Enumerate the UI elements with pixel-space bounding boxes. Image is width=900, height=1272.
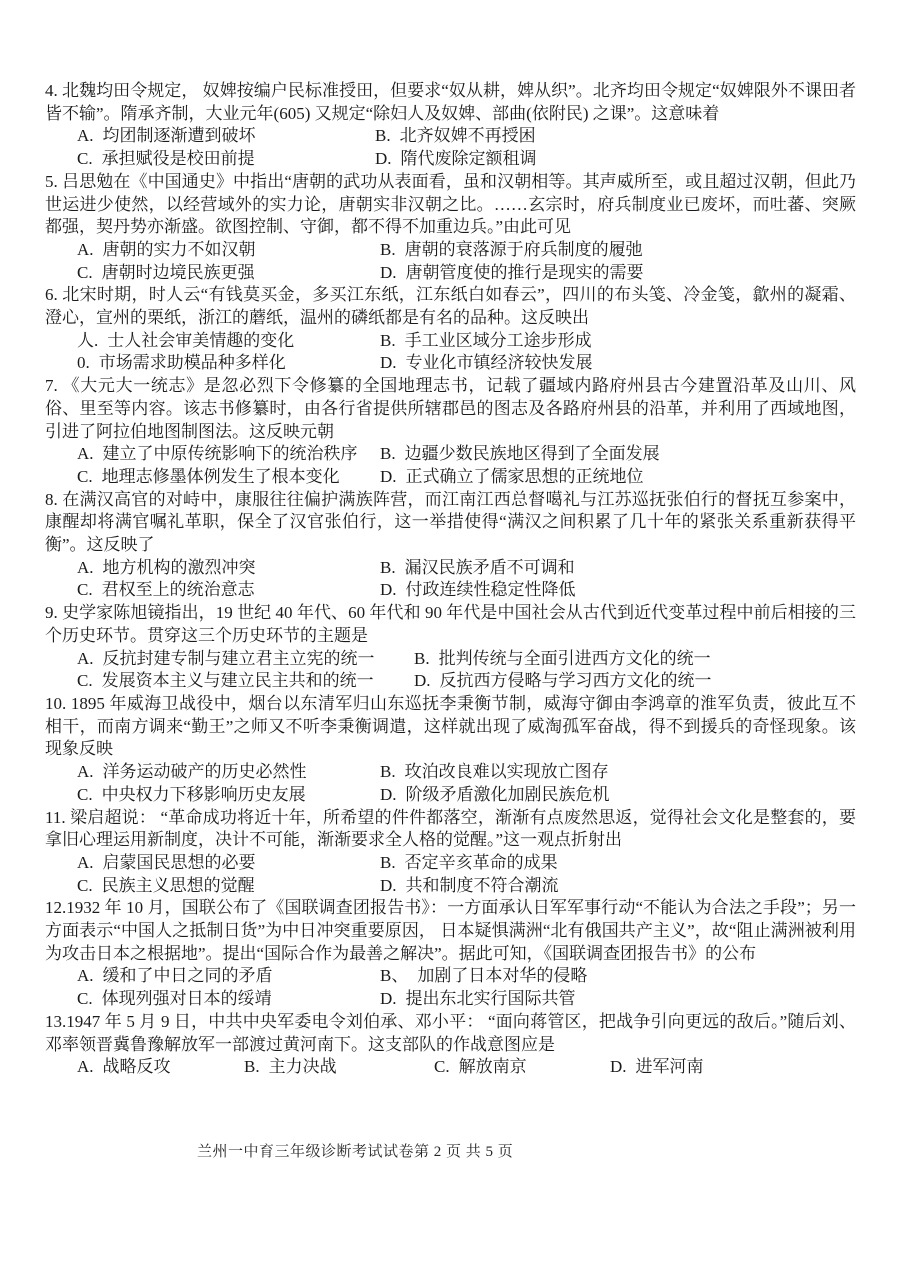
option [434, 1056, 610, 1079]
option-text: 反抗封建专制与建立君主立宪的统一 [102, 648, 375, 668]
question-block [45, 375, 856, 489]
option [380, 852, 558, 875]
option [380, 875, 559, 898]
option-label: B. [380, 852, 396, 872]
option-label: C. [434, 1057, 450, 1077]
option [380, 761, 609, 784]
question-block [45, 80, 856, 171]
option-text: 北齐奴婢不再授困 [399, 126, 536, 146]
question-block [45, 602, 856, 693]
option-row [45, 148, 856, 171]
option-label: D. [380, 875, 397, 895]
option [380, 443, 660, 466]
option-text: 批判传统与全面引进西方文化的统一 [438, 648, 711, 668]
option [77, 875, 380, 898]
option [77, 443, 380, 466]
option [77, 330, 380, 353]
option [77, 761, 380, 784]
option-text: 玫泊改良难以实现放亡图存 [404, 762, 609, 782]
option-label: D. [380, 784, 397, 804]
option-text: 提出东北实行国际共管 [405, 989, 576, 1009]
option-label: A. [77, 648, 94, 668]
question-stem: 12.1932 年 10 月，国联公布了《国联调查团报告书》：一方面承认日军军事行动“不能认为合法之手段”；另一方面表示“中国人之抵制日货”为中日冲突重要原因， 日本疑惧满洲“北有俄国共产主义”，故“阻止满洲被利用为攻击日本之根据地”。提出“国际合作为最善之解决”。据此可知，《国联调查团报告书》的公布 [45, 898, 856, 963]
option-label: 0. [77, 353, 90, 373]
option-label: A. [77, 444, 94, 464]
option-text: 阶级矛盾激化加剧民族危机 [405, 784, 610, 804]
question-block [45, 489, 856, 603]
option [380, 988, 576, 1011]
option-row [45, 875, 856, 898]
question-block [45, 897, 856, 1011]
option-row [45, 466, 856, 489]
option [77, 125, 375, 148]
option-label: D. [380, 466, 397, 486]
option [380, 579, 576, 602]
option-row [45, 1056, 856, 1079]
option-label: A. [77, 239, 94, 259]
question-stem: 13.1947 年 5 月 9 日，中共中央军委电令刘伯承、邓小平： “面向蒋管区，把战争引向更远的敌后。”随后刘、邓率领晋冀鲁豫解放军一部渡过黄河南下。这支部队的作战意图应是 [45, 1011, 856, 1054]
option-row [45, 761, 856, 784]
option [414, 670, 712, 693]
option-row [45, 125, 856, 148]
option [77, 466, 380, 489]
option-label: C. [77, 149, 93, 169]
option-text: 发展资本主义与建立民主共和的统一 [101, 671, 374, 691]
option-text: 市场需求助模品种多样化 [98, 353, 286, 373]
option-label: C. [77, 989, 93, 1009]
option-label: A. [77, 126, 94, 146]
option-label: B、 [380, 966, 409, 986]
page-footer: 兰州一中育三年级诊断考试试卷第 2 页 共 5 页 [197, 1144, 514, 1160]
question-block [45, 284, 856, 375]
question-stem: 11. 梁启超说： “革命成功将近十年，所希望的件件都落空，渐渐有点废然思返，觉得社会文化是整套的，要拿旧心理运用新制度，决计不可能，渐渐要求全人格的觉醒。”这一观点折射出 [45, 807, 856, 850]
option-row [45, 965, 856, 988]
option-text: 洋务运动破产的历史必然性 [102, 762, 307, 782]
option-text: 唐朝时边境民族更强 [101, 262, 255, 282]
option-text: 君权至上的统治意志 [101, 580, 255, 600]
option-text: 启蒙国民思想的必要 [102, 852, 256, 872]
option [77, 557, 380, 580]
option-row [45, 330, 856, 353]
option-text: 进军河南 [635, 1057, 704, 1077]
option-text: 建立了中原传统影响下的统治秩序 [102, 444, 358, 464]
option-label: C. [77, 580, 93, 600]
question-stem: 10. 1895 年威海卫战役中，烟台以东清军归山东巡抚李秉衡节制，威海守御由李鸿章的淮军负责，彼此互不相干，而南方调来“勤王”之师又不听李秉衡调遣，这样就出现了威淘孤军奋战，得不到援兵的奇怪现象。该现象反映 [45, 693, 856, 759]
option-text: 承担赋役是校田前提 [101, 149, 255, 169]
option [77, 352, 380, 375]
option-label: A. [77, 1057, 94, 1077]
option [380, 330, 592, 353]
option [375, 148, 537, 171]
option-text: 体现列强对日本的绥靖 [101, 989, 272, 1009]
option [380, 239, 643, 262]
option-label: D. [414, 671, 431, 691]
option-text: 民族主义思想的觉醒 [101, 875, 255, 895]
question-block [45, 693, 856, 807]
option-text: 漏汉民族矛盾不可调和 [404, 557, 575, 577]
option-row [45, 579, 856, 602]
option-text: 共和制度不符合潮流 [405, 875, 559, 895]
option [380, 965, 587, 988]
option [610, 1056, 704, 1079]
question-stem: 9. 史学家陈旭镜指出，19 世纪 40 年代、60 年代和 90 年代是中国社会从古代到近代变革过程中前后相接的三个历史环节。贯穿这三个历史环节的主题是 [45, 603, 856, 645]
option-label: D. [380, 989, 397, 1009]
option-row [45, 443, 856, 466]
option-text: 加剧了日本对华的侵略 [417, 966, 588, 986]
option-label: D. [380, 262, 397, 282]
option-label: B. [380, 444, 396, 464]
option-row [45, 262, 856, 285]
option-text: 边疆少数民族地区得到了全面发展 [404, 444, 660, 464]
option-row [45, 784, 856, 807]
question-block [45, 1011, 856, 1079]
option-label: B. [244, 1057, 260, 1077]
option-label: B. [414, 648, 430, 668]
option [77, 852, 380, 875]
question-stem: 7. 《大元大一统志》是忽必烈下令修纂的全国地理志书，记载了疆域内路府州县古今建置沿革及山川、风俗、里至等内容。该志书修纂时，由各行省提供所辖郡邑的图志及各路府州县的沿革，并利用了西域地图，引进了阿拉伯地图制图法。这反映元朝 [45, 376, 856, 441]
option-label: D. [610, 1057, 627, 1077]
option-text: 士人社会审美情趣的变化 [107, 330, 295, 350]
option-label: C. [77, 262, 93, 282]
option-text: 隋代废除定额租调 [400, 149, 537, 169]
option [380, 784, 610, 807]
option-text: 均团制逐渐遭到破坏 [102, 126, 256, 146]
questions [45, 80, 856, 1079]
option-text: 唐朝的实力不如汉朝 [102, 239, 256, 259]
option [380, 557, 575, 580]
option [77, 670, 414, 693]
option [77, 579, 380, 602]
option-label: D. [380, 353, 397, 373]
option [414, 648, 711, 671]
option-row [45, 352, 856, 375]
option [77, 648, 414, 671]
option-label: 人. [77, 330, 99, 350]
option [77, 239, 380, 262]
question-block [45, 171, 856, 285]
option-text: 唐朝的衰落源于府兵制度的履弛 [404, 239, 643, 259]
option-label: A. [77, 762, 94, 782]
option-text: 地方机构的激烈冲突 [102, 557, 256, 577]
option-label: B. [380, 762, 396, 782]
option [244, 1056, 434, 1079]
option-label: C. [77, 466, 93, 486]
option [77, 262, 380, 285]
option-row [45, 557, 856, 580]
question-block [45, 807, 856, 898]
option-text: 付政连续性稳定性降低 [405, 580, 576, 600]
option-text: 否定辛亥革命的成果 [404, 852, 558, 872]
option-text: 中央权力下移影响历史友展 [101, 784, 306, 804]
option [77, 784, 380, 807]
option [77, 1056, 244, 1079]
option-row [45, 648, 856, 671]
option [380, 352, 593, 375]
option-row [45, 988, 856, 1011]
option-label: C. [77, 875, 93, 895]
option-text: 地理志修墨体例发生了根本变化 [101, 466, 340, 486]
option-label: B. [380, 330, 396, 350]
option-label: A. [77, 966, 94, 986]
option-row [45, 852, 856, 875]
option-label: A. [77, 557, 94, 577]
question-stem: 5. 吕思勉在《中国通史》中指出“唐朝的武功从表面看，虽和汉朝相等。其声威所至，或且超过汉朝，但此乃世运进少使然，以经营域外的实力论，唐朝实非汉朝之比。……玄宗时，府兵制度业已废坏，而吐蕃、突厥都强，契丹势亦渐盛。欲图控制、守御，都不得不加重边兵。”由此可见 [45, 171, 856, 237]
option-text: 主力决战 [268, 1057, 337, 1077]
option-label: B. [380, 557, 396, 577]
option-row [45, 670, 856, 693]
option-label: C. [77, 671, 93, 691]
option-label: D. [375, 149, 392, 169]
question-stem: 4. 北魏均田令规定， 奴婢按编户民标准授田，但要求“奴从耕，婢从织”。北齐均田令规定“奴婢限外不课田者皆不输”。隋承齐制，大业元年(605) 又规定“除妇人及奴婢、部曲(依附民) 之课”。这意味着 [45, 81, 856, 123]
option [375, 125, 536, 148]
option-text: 正式确立了儒家思想的正统地位 [405, 466, 644, 486]
option-label: A. [77, 852, 94, 872]
question-stem: 8. 在满汉高官的对峙中，康服往往偏护满族阵营，而江南江西总督噶礼与江苏巡抚张伯行的督抚互参案中，康醒却将满官嘱礼革职，保全了汉官张伯行，这一举措使得“满汉之间积累了几十年的紧张关系重新获得平衡”。这反映了 [45, 489, 856, 555]
option-label: B. [375, 126, 391, 146]
option-text: 唐朝管度使的推行是现实的需要 [405, 262, 644, 282]
option [77, 965, 380, 988]
option [77, 148, 375, 171]
option-text: 缓和了中日之同的矛盾 [102, 966, 273, 986]
option-label: D. [380, 580, 397, 600]
option-label: C. [77, 784, 93, 804]
option [77, 988, 380, 1011]
question-stem: 6. 北宋时期，时人云“有钱莫买金，多买江东纸，江东纸白如春云”，四川的布头笺、冷金笺，歙州的凝霜、澄心，宣州的栗纸，浙江的蘑纸，温州的磷纸都是有名的品种。这反映出 [45, 285, 856, 328]
option [380, 262, 644, 285]
option-text: 解放南京 [458, 1057, 527, 1077]
option-text: 反抗西方侵略与学习西方文化的统一 [439, 671, 712, 691]
option-label: B. [380, 239, 396, 259]
option-text: 专业化市镇经济较快发展 [405, 353, 593, 373]
option [380, 466, 644, 489]
option-row [45, 239, 856, 262]
option-text: 战略反攻 [102, 1057, 171, 1077]
option-text: 手工业区域分工途步形成 [404, 330, 592, 350]
